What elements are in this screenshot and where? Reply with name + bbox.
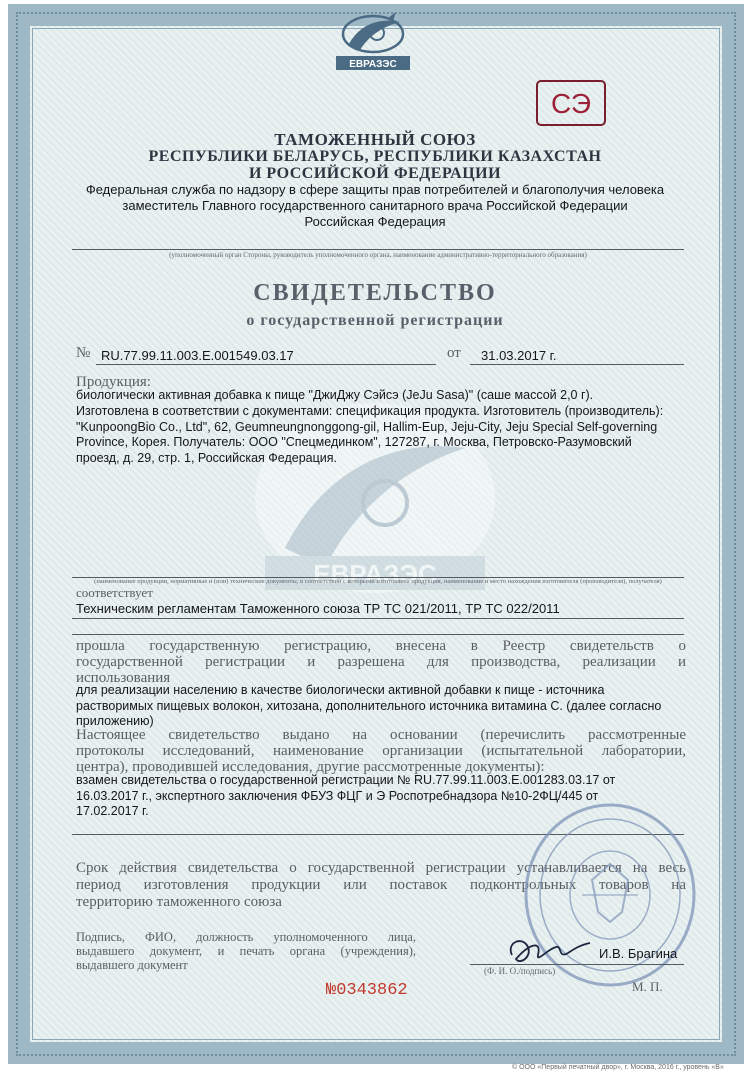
basis-line: протоколы исследований, наименование организации (испытательной лаборатории, <box>76 743 686 759</box>
date-label: от <box>447 345 461 361</box>
signature-label-line: выдавшего документ <box>76 958 188 972</box>
product-line: "KunpoongBio Co., Ltd", 62, Geumneungnonggong-gil, Hallim-Eup, Jeju-City, Jeju Special Self-governing <box>76 419 658 434</box>
authority-line-3: Российская Федерация <box>304 214 446 229</box>
passed-value-line: для реализации населению в качестве биологически активной добавки к пище - источника <box>76 683 605 697</box>
authority-line-2: заместитель Главного государственного санитарного врача Российской Федерации <box>122 198 628 213</box>
registration-number: RU.77.99.11.003.E.001549.03.17 <box>101 348 294 363</box>
product-line: проезд, д. 29, стр. 1, Российская Федерация. <box>76 451 338 466</box>
passed-line: использования <box>76 670 171 686</box>
signature-label <box>76 930 416 972</box>
stamp-place-label: М. П. <box>632 979 663 994</box>
eurasec-emblem <box>330 12 416 72</box>
authority-line-1: Федеральная служба по надзору в сфере защиты прав потребителей и благополучия человека <box>85 182 665 197</box>
signature-caption: (Ф. И. О./подпись) <box>484 966 556 976</box>
basis-text <box>76 727 686 775</box>
validity-line: Срок действия свидетельства о государственной регистрации устанавливается на весь <box>76 860 686 876</box>
basis-value-line: 16.03.2017 г., экспертного заключения ФБУЗ ФЦГ и Э Роспотребнадзора №10-2ФЦ/445 от <box>76 788 599 803</box>
header-line-2: РЕСПУБЛИКИ БЕЛАРУСЬ, РЕСПУБЛИКИ КАЗАХСТАН <box>148 148 602 165</box>
printer-footer: © ООО «Первый печатный двор», г. Москва, 2016 г., уровень «В» <box>512 1064 724 1071</box>
conformity-value: Техническим регламентам Таможенного союза ТР ТС 021/2011, ТР ТС 022/2011 <box>76 601 560 616</box>
eurasec-logo-text: ЕВРАЗЭС <box>349 59 397 70</box>
product-text <box>76 388 663 467</box>
passed-line: государственной регистрации и разрешена для производства, реализации и <box>76 654 686 670</box>
signature-label-line: выдавшего документ, и печать органа (учреждения), <box>76 944 416 958</box>
document-subtitle: о государственной регистрации <box>246 312 504 329</box>
header-line-3: И РОССИЙСКОЙ ФЕДЕРАЦИИ <box>248 165 502 182</box>
document-title: СВИДЕТЕЛЬСТВО <box>253 280 497 306</box>
product-line: биологически активная добавка к пище "ДжиДжу Сэйсэ (JeJu Sasa)" (саше массой 2,0 г). <box>76 388 594 402</box>
product-line: Изготовлена в соответствии с документами: спецификация продукта. Изготовитель (производитель): <box>76 403 664 418</box>
product-caption: (наименование продукции, нормативные и (или) технические документы, в соответствии с которыми изготовлена продукция, наименование и место нахождения изготовителя (производителя), получателя) <box>94 578 662 585</box>
basis-value-line: 17.02.2017 г. <box>76 804 149 818</box>
se-mark-text: СЭ <box>550 88 592 119</box>
signer-name: И.В. Брагина <box>599 946 678 961</box>
number-label: № <box>76 345 91 361</box>
header-line-1: ТАМОЖЕННЫЙ СОЮЗ <box>274 130 476 149</box>
basis-line: Настоящее свидетельство выдано на основании (перечислить рассмотренные <box>76 727 686 743</box>
passed-text <box>76 638 686 686</box>
watermark-text: ЕВРАЗЭС <box>313 559 437 589</box>
passed-value-line: приложению) <box>76 714 154 728</box>
passed-value-line: растворимых пищевых волокон, хитозана, дополнительного источника витамина С. (далее согласно <box>76 698 662 713</box>
conformity-label: соответствует <box>76 585 153 600</box>
basis-line: центра), проводившей исследования, другие рассмотренные документы): <box>76 759 545 775</box>
validity-line: период изготовления продукции или поставок подконтрольных товаров на <box>76 877 686 893</box>
validity-line: территорию таможенного союза <box>76 894 282 910</box>
product-line: Province, Корея. Получатель: ООО "Спецмединком", 127287, г. Москва, Петровско-Разумовский <box>76 435 632 450</box>
passed-value <box>76 683 661 730</box>
se-conformity-mark <box>536 80 606 126</box>
signature-label-line: Подпись, ФИО, должность уполномоченного лица, <box>76 930 416 944</box>
product-label: Продукция: <box>76 374 151 390</box>
registration-date: 31.03.2017 г. <box>481 348 557 363</box>
basis-value-line: взамен свидетельства о государственной регистрации № RU.77.99.11.003.E.001283.03.17 от <box>76 773 616 787</box>
authority-caption: (уполномоченный орган Стороны, руководитель уполномоченного органа, наименование административно-территориального образования) <box>169 251 587 259</box>
passed-line: прошла государственную регистрацию, внесена в Реестр свидетельств о <box>76 638 686 654</box>
serial-number: №0343862 <box>326 981 408 1000</box>
